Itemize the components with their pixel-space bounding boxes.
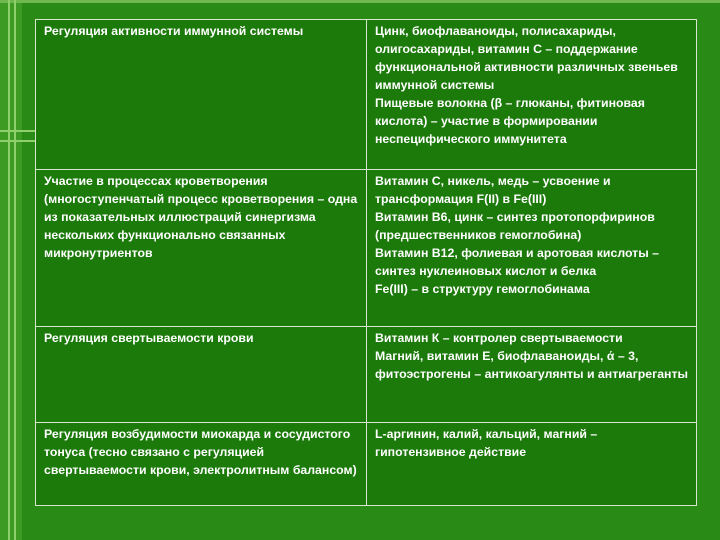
topic-cell: Регуляция свертываемости крови: [36, 327, 367, 423]
detail-line: Витамин В6, цинк – синтез протопорфиринов (предшественников гемоглобина): [375, 210, 655, 242]
table-row: [36, 327, 697, 423]
topic-cell: Участие в процессах кроветворения (многоступенчатый процесс кроветворения – одна из показательных иллюстраций синергизма нескольких функционально связанных микронутриентов: [36, 170, 367, 327]
detail-line: Цинк, биофлаваноиды, полисахариды, олигосахариды, витамин С – поддержание функциональной активности различных звеньев иммунной системы: [375, 24, 678, 92]
details-cell: [367, 423, 697, 506]
background-stripe: [14, 0, 16, 540]
details-cell: [367, 327, 697, 423]
detail-line: Fe(III) – в структуру гемоглобинама: [375, 282, 590, 296]
background-stripe: [8, 0, 10, 540]
detail-line: L-аргинин, калий, кальций, магний – гипотензивное действие: [375, 427, 598, 459]
detail-line: Витамин К – контролер свертываемости: [375, 331, 623, 345]
background-stripe: [0, 0, 720, 3]
table-row: [36, 170, 697, 327]
details-cell: [367, 170, 697, 327]
details-cell: [367, 20, 697, 170]
detail-line: Пищевые волокна (β – глюканы, фитиновая кислота) – участие в формировании неспецифического иммунитета: [375, 96, 645, 146]
table-row: [36, 423, 697, 506]
micronutrient-table: [35, 19, 697, 506]
table-row: [36, 20, 697, 170]
detail-line: Витамин С, никель, медь – усвоение и трансформация F(II) в Fe(III): [375, 174, 611, 206]
detail-line: Витамин В12, фолиевая и аротовая кислоты – синтез нуклеиновых кислот и белка: [375, 246, 659, 278]
topic-cell: Регуляция возбудимости миокарда и сосудистого тонуса (тесно связано с регуляцией свертываемости крови, электролитным балансом): [36, 423, 367, 506]
topic-cell: Регуляция активности иммунной системы: [36, 20, 367, 170]
background-stripe: [0, 0, 22, 540]
detail-line: Магний, витамин Е, биофлаваноиды, ά – 3, фитоэстрогены – антикоагулянты и антиагреганты: [375, 349, 688, 381]
